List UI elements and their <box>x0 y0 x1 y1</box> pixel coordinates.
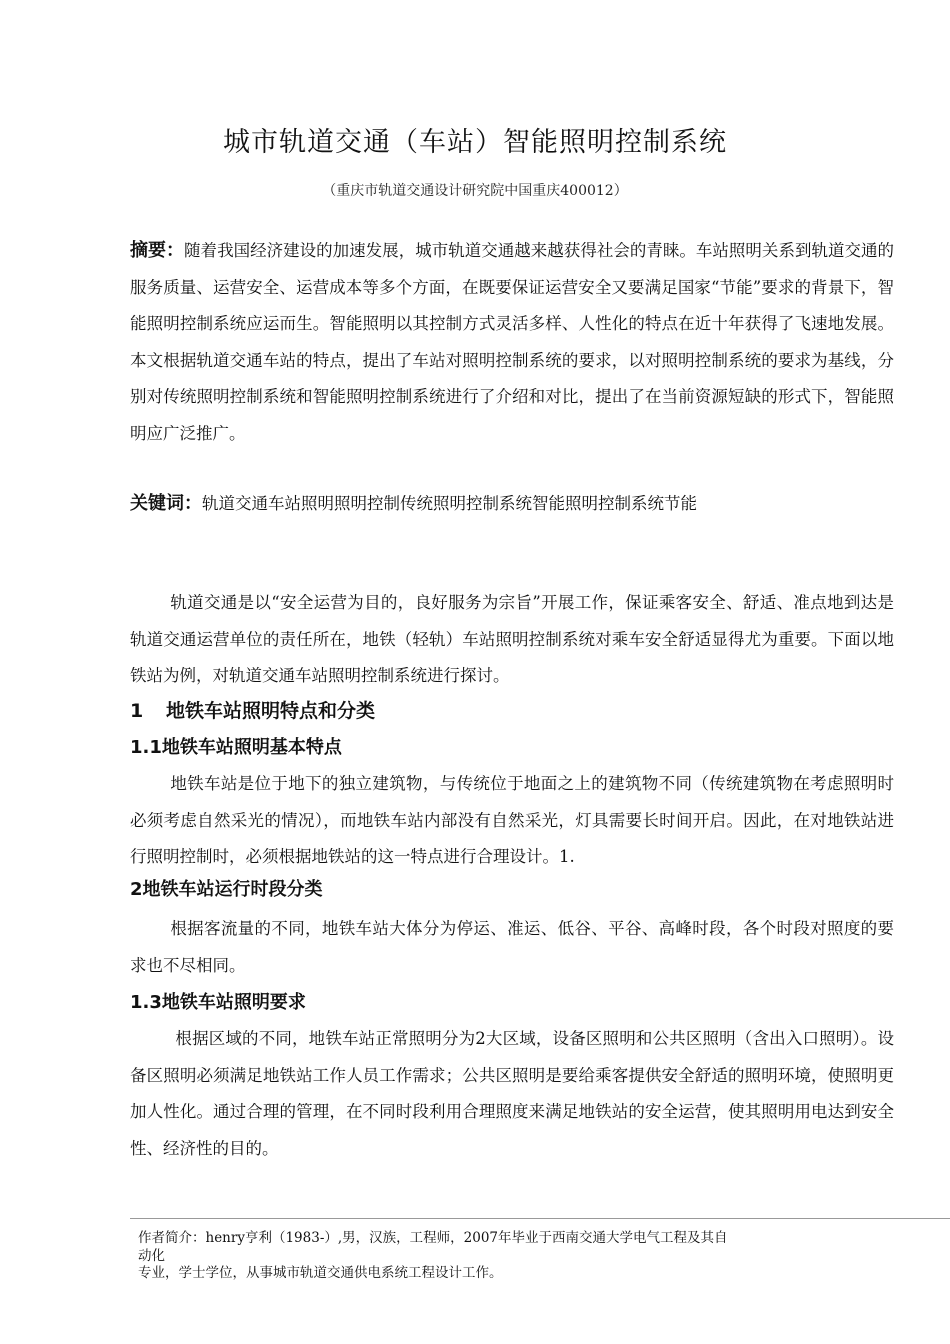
section-1-3-text: 根据区域的不同，地铁车站正常照明分为2大区域，设备区照明和公共区照明（含出入口照明）。设备区照明必须满足地铁站工作人员工作需求；公共区照明是要给乘客提供安全舒适的照明环境，使照明更加人性化。通过合理的管理，在不同时段利用合理照度来满足地铁站的安全运营，使其照明用电达到安全性、经济性的目的。 <box>130 1029 894 1158</box>
footnote-line-3: 专业，学士学位，从事城市轨道交通供电系统工程设计工作。 <box>138 1265 503 1281</box>
section-1-2-heading: 2地铁车站运行时段分类 <box>130 879 323 900</box>
section-1-1-text: 地铁车站是位于地下的独立建筑物，与传统位于地面之上的建筑物不同（传统建筑物在考虑照明时必须考虑自然采光的情况），而地铁车站内部没有自然采光，灯具需要长时间开启。因此，在对地铁站进行照明控制时，必须根据地铁站的这一特点进行合理设计。1. <box>130 774 894 867</box>
section-1-1-paragraph <box>130 766 894 876</box>
section-1-1-heading: 1.1地铁车站照明基本特点 <box>130 737 342 758</box>
footnote-line-1: 作者简介：henry亨利（1983-）,男，汉族，工程师，2007年毕业于西南交通大学电气工程及其自 <box>138 1230 728 1246</box>
section-1-heading <box>130 696 375 726</box>
section-1-2-paragraph <box>130 911 894 984</box>
section-1-3-heading: 1.3地铁车站照明要求 <box>130 992 306 1013</box>
intro-paragraph <box>130 585 894 695</box>
keywords-text: 轨道交通车站照明照明控制传统照明控制系统智能照明控制系统节能 <box>202 494 697 513</box>
section-1-title: 地铁车站照明特点和分类 <box>166 700 376 722</box>
keywords-label: 关键词： <box>130 493 202 514</box>
section-1-3-paragraph <box>130 1021 894 1167</box>
author-footnote <box>138 1230 878 1283</box>
section-1-number: 1 <box>130 700 144 722</box>
abstract-text: 随着我国经济建设的加速发展，城市轨道交通越来越获得社会的青睐。车站照明关系到轨道交通的服务质量、运营安全、运营成本等多个方面，在既要保证运营安全又要满足国家“节能”要求的背景下，智能照明控制系统应运而生。智能照明以其控制方式灵活多样、人性化的特点在近十年获得了飞速地发展。本文根据轨道交通车站的特点，提出了车站对照明控制系统的要求，以对照明控制系统的要求为基线，分别对传统照明控制系统和智能照明控制系统进行了介绍和对比，提出了在当前资源短缺的形式下，智能照明应广泛推广。 <box>130 241 895 443</box>
keywords <box>130 490 894 518</box>
paper-title: 城市轨道交通（车站）智能照明控制系统 <box>223 127 727 158</box>
author-affiliation: （重庆市轨道交通设计研究院中国重庆400012） <box>322 183 628 199</box>
section-1-2-text: 根据客流量的不同，地铁车站大体分为停运、准运、低谷、平谷、高峰时段，各个时段对照度的要求也不尽相同。 <box>130 919 894 975</box>
abstract <box>130 233 894 453</box>
abstract-label: 摘要： <box>130 240 185 261</box>
footnote-line-2: 动化 <box>138 1247 165 1264</box>
footnote-divider <box>130 1218 950 1219</box>
intro-text: 轨道交通是以“安全运营为目的，良好服务为宗旨”开展工作，保证乘客安全、舒适、准点地到达是轨道交通运营单位的责任所在，地铁（轻轨）车站照明控制系统对乘车安全舒适显得尤为重要。下面以地铁站为例，对轨道交通车站照明控制系统进行探讨。 <box>130 593 894 686</box>
